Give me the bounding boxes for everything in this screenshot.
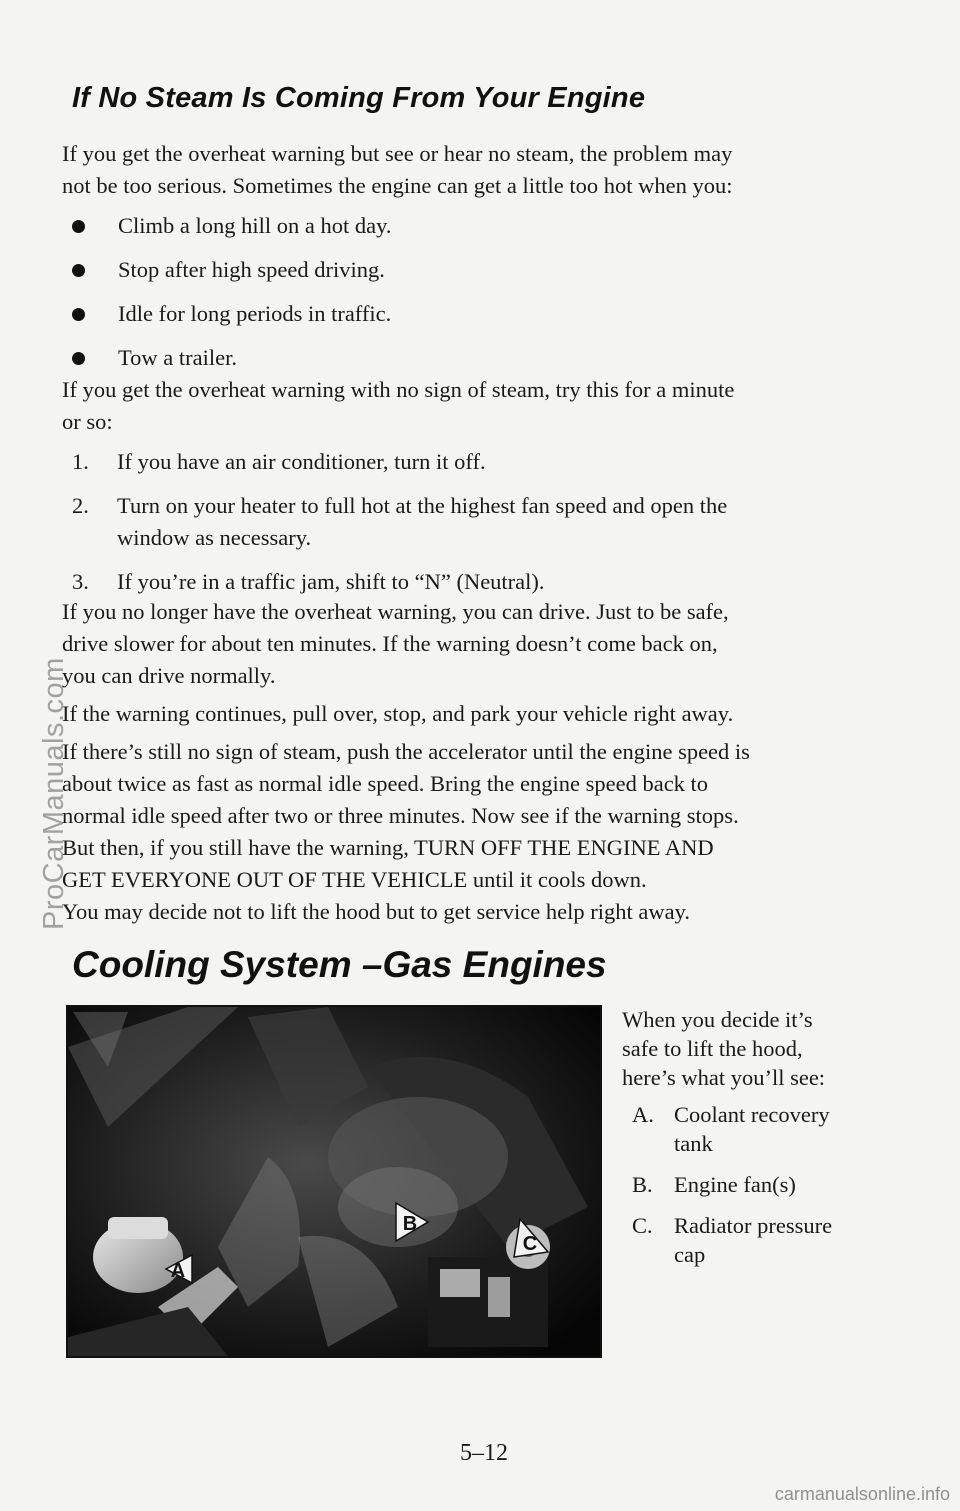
hood-paragraph xyxy=(62,896,882,928)
svg-text:B: B xyxy=(402,1213,418,1235)
text-line: not be too serious. Sometimes the engine can get a little too hot when you: xyxy=(62,173,733,198)
intro-paragraph xyxy=(62,138,882,202)
legend-list xyxy=(622,1100,882,1269)
still-no-steam-paragraph xyxy=(62,736,882,896)
list-item: Climb a long hill on a hot day. xyxy=(62,210,392,254)
text-line: If you get the overheat warning but see or hear no steam, the problem may xyxy=(62,141,733,166)
engine-compartment-photo xyxy=(66,1005,602,1358)
side-watermark: ProCarManuals.com xyxy=(38,657,70,930)
bottom-watermark: carmanualsonline.info xyxy=(774,1484,950,1504)
cooling-system-legend xyxy=(622,1005,882,1281)
step-item: 3. If you’re in a traffic jam, shift to “N” (Neutral). xyxy=(62,566,727,598)
text-line: If you get the overheat warning with no sign of steam, try this for a minute xyxy=(62,377,735,402)
legend-item: B. Engine fan(s) xyxy=(632,1172,796,1197)
page-number: 5–12 xyxy=(460,1440,508,1466)
step-item: 1. If you have an air conditioner, turn it off. xyxy=(62,446,727,478)
try-paragraph xyxy=(62,374,882,438)
engine-illustration xyxy=(68,1007,600,1356)
legend-intro: When you decide it’s safe to lift the hood, here’s what you’ll see: xyxy=(622,1007,826,1090)
text-line: or so: xyxy=(62,409,113,434)
text-line: drive slower for about ten minutes. If the warning doesn’t come back on, xyxy=(62,631,718,656)
callout-a xyxy=(166,1255,192,1283)
bullet-icon xyxy=(72,264,85,277)
bullet-icon xyxy=(72,352,85,365)
steps-list xyxy=(62,446,727,610)
text-line: If there’s still no sign of steam, push the accelerator until the engine speed is xyxy=(62,739,750,764)
continues-paragraph xyxy=(62,698,882,730)
list-item: Stop after high speed driving. xyxy=(62,254,392,298)
list-item: Tow a trailer. xyxy=(62,342,392,386)
text-line: You may decide not to lift the hood but to get service help right away. xyxy=(62,899,691,924)
section-heading-cooling-system: Cooling System –Gas Engines xyxy=(72,944,607,985)
list-item: Idle for long periods in traffic. xyxy=(62,298,392,342)
step-number: 1. xyxy=(72,449,89,474)
step-number: 3. xyxy=(72,569,89,594)
step-item: 2. Turn on your heater to full hot at the highest fan speed and open the window as necessary. xyxy=(62,490,727,554)
text-line: But then, if you still have the warning, TURN OFF THE ENGINE AND xyxy=(62,835,714,860)
text-line: normal idle speed after two or three minutes. Now see if the warning stops. xyxy=(62,803,739,828)
svg-text:C: C xyxy=(522,1233,538,1255)
step-number: 2. xyxy=(72,493,89,518)
svg-text:A: A xyxy=(170,1260,186,1282)
text-line: about twice as fast as normal idle speed. Bring the engine speed back to xyxy=(62,771,709,796)
bullet-icon xyxy=(72,220,85,233)
text-line: you can drive normally. xyxy=(62,663,276,688)
no-longer-paragraph xyxy=(62,596,882,692)
legend-item: C. Radiator pressure cap xyxy=(632,1213,833,1267)
text-line: GET EVERYONE OUT OF THE VEHICLE until it cools down. xyxy=(62,867,647,892)
bullet-icon xyxy=(72,308,85,321)
text-line: If the warning continues, pull over, stop, and park your vehicle right away. xyxy=(62,701,734,726)
legend-item: A. Coolant recovery tank xyxy=(632,1102,830,1156)
text-line: If you no longer have the overheat warning, you can drive. Just to be safe, xyxy=(62,599,729,624)
cause-list xyxy=(62,210,392,386)
section-heading-no-steam: If No Steam Is Coming From Your Engine xyxy=(72,82,646,114)
